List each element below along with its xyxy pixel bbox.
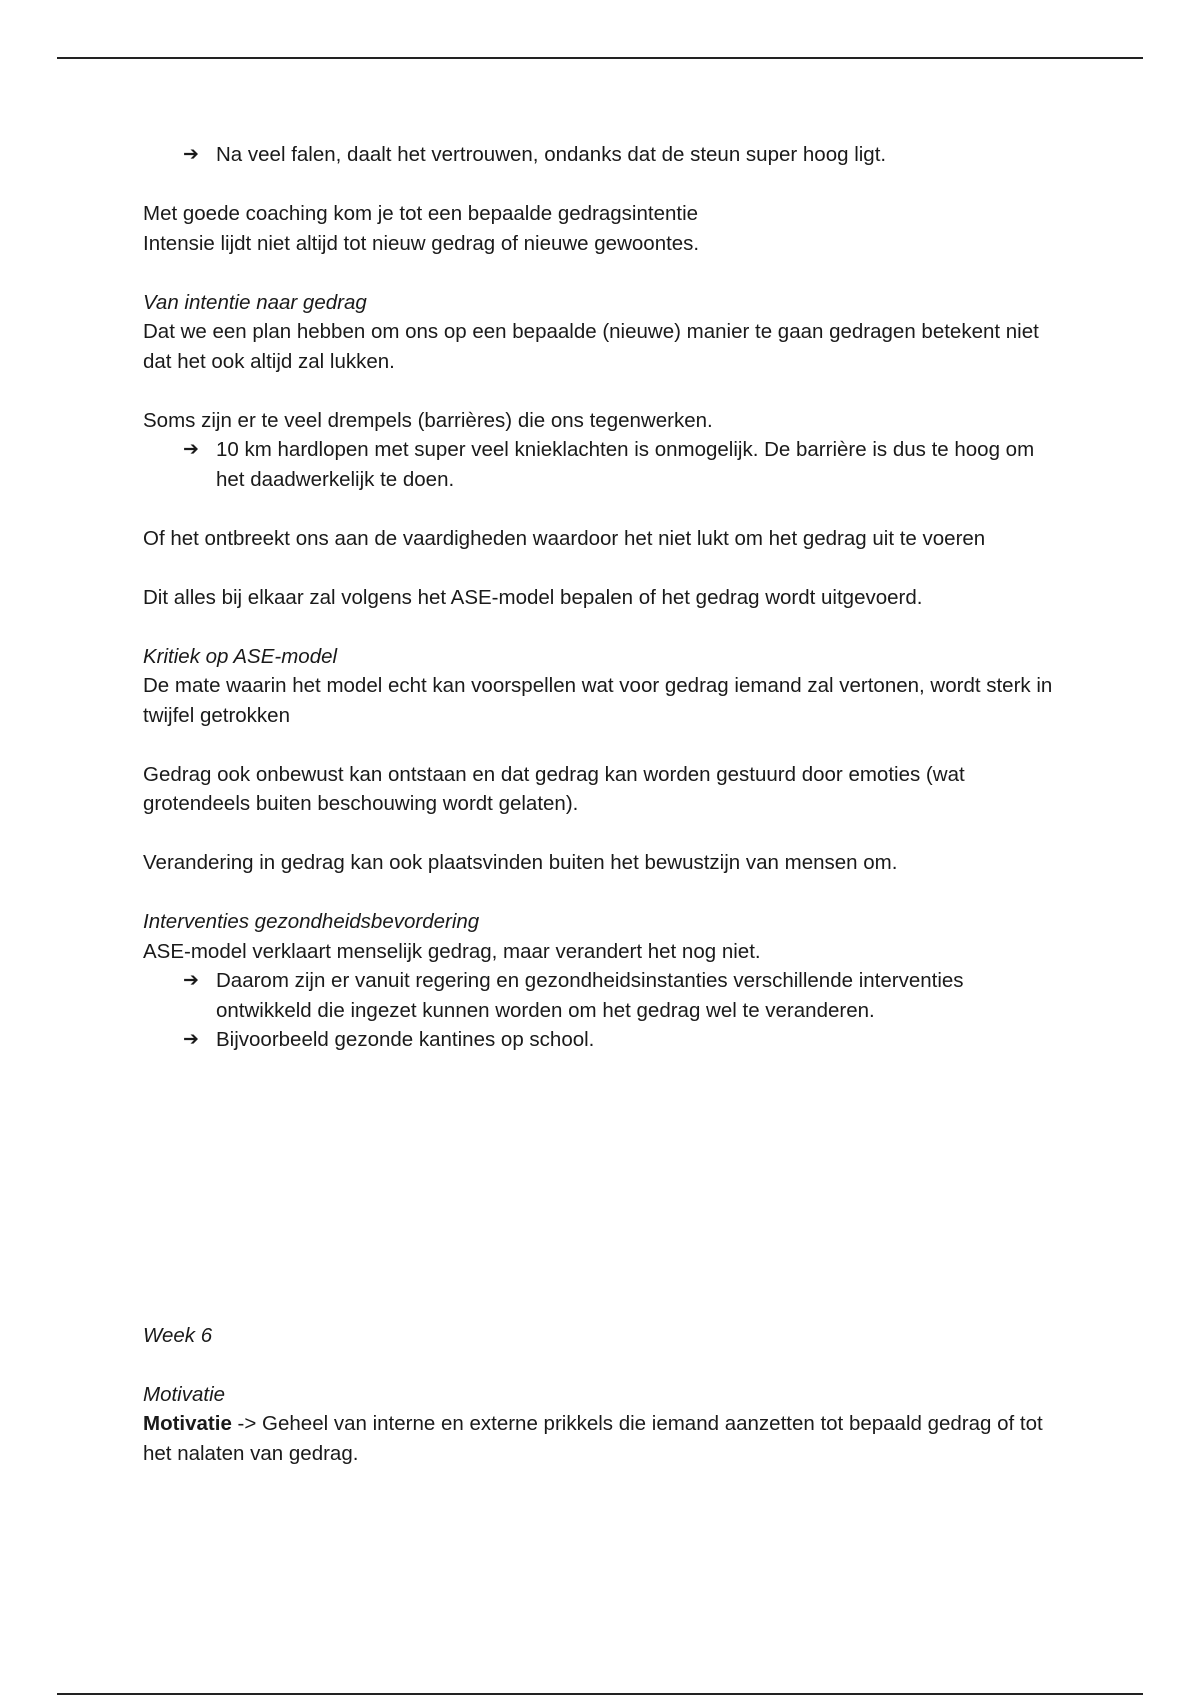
paragraph-spacer: [143, 819, 1063, 849]
top-rule: [57, 57, 1143, 59]
paragraph-spacer: [143, 612, 1063, 642]
section-heading: Kritiek op ASE-model: [143, 644, 338, 668]
right-arrow-icon: ➔: [183, 143, 199, 165]
right-arrow-icon: ➔: [183, 1028, 199, 1050]
right-arrow-icon: ➔: [183, 969, 199, 991]
definition-text: -> Geheel van interne en externe prikkels die iemand aanzetten tot bepaald gedrag of tot het nalaten van gedrag.: [143, 1412, 1043, 1465]
bullet-text: Daarom zijn er vanuit regering en gezondheidsinstanties verschillende interventies ontwikkeld die ingezet kunnen worden om het gedrag wel te veranderen.: [216, 969, 964, 1022]
section-heading: Motivatie: [143, 1382, 226, 1406]
bullet-item: [143, 435, 1063, 494]
bullet-item: [143, 966, 1063, 1025]
body-paragraph: De mate waarin het model echt kan voorspellen wat voor gedrag iemand zal vertonen, wordt sterk in twijfel getrokken: [143, 674, 1053, 727]
bullet-text: Bijvoorbeeld gezonde kantines op school.: [216, 1028, 595, 1051]
paragraph-spacer: [143, 170, 1063, 200]
bullet-text: 10 km hardlopen met super veel knieklachten is onmogelijk. De barrière is dus te hoog om het daadwerkelijk te doen.: [216, 438, 1035, 491]
bullet-item: [143, 1025, 1063, 1055]
section-heading: Week 6: [143, 1323, 213, 1347]
section-heading: Interventies gezondheidsbevordering: [143, 910, 480, 933]
paragraph-spacer: [143, 258, 1063, 288]
bottom-rule: [57, 1693, 1143, 1695]
paragraph-spacer: [143, 494, 1063, 524]
document-body: [143, 140, 1063, 1468]
body-paragraph: Dat we een plan hebben om ons op een bepaalde (nieuwe) manier te gaan gedragen betekent niet dat het ook altijd zal lukken.: [143, 320, 1039, 373]
body-paragraph: Met goede coaching kom je tot een bepaalde gedragsintentie: [143, 202, 699, 225]
body-paragraph: Of het ontbreekt ons aan de vaardigheden waardoor het niet lukt om het gedrag uit te voeren: [143, 526, 986, 550]
body-paragraph: ASE-model verklaart menselijk gedrag, maar verandert het nog niet.: [143, 939, 761, 963]
paragraph-spacer: [143, 730, 1063, 760]
definition-term: Motivatie: [143, 1412, 232, 1435]
section-spacer: [143, 1055, 1063, 1321]
right-arrow-icon: ➔: [183, 438, 199, 460]
paragraph-spacer: [143, 553, 1063, 583]
bullet-text: Na veel falen, daalt het vertrouwen, ondanks dat de steun super hoog ligt.: [216, 143, 887, 166]
body-paragraph: Soms zijn er te veel drempels (barrières) die ons tegenwerken.: [143, 408, 713, 432]
paragraph-spacer: [143, 878, 1063, 908]
definition-paragraph: [143, 1409, 1063, 1468]
body-paragraph: Intensie lijdt niet altijd tot nieuw gedrag of nieuwe gewoontes.: [143, 231, 700, 255]
section-heading: Van intentie naar gedrag: [143, 290, 367, 314]
body-paragraph: Gedrag ook onbewust kan ontstaan en dat gedrag kan worden gestuurd door emoties (wat grotendeels buiten beschouwing wordt gelaten).: [143, 762, 965, 815]
paragraph-spacer: [143, 1350, 1063, 1380]
paragraph-spacer: [143, 376, 1063, 406]
body-paragraph: Dit alles bij elkaar zal volgens het ASE-model bepalen of het gedrag wordt uitgevoerd.: [143, 585, 923, 609]
body-paragraph: Verandering in gedrag kan ook plaatsvinden buiten het bewustzijn van mensen om.: [143, 851, 898, 874]
bullet-item: [143, 140, 1063, 170]
